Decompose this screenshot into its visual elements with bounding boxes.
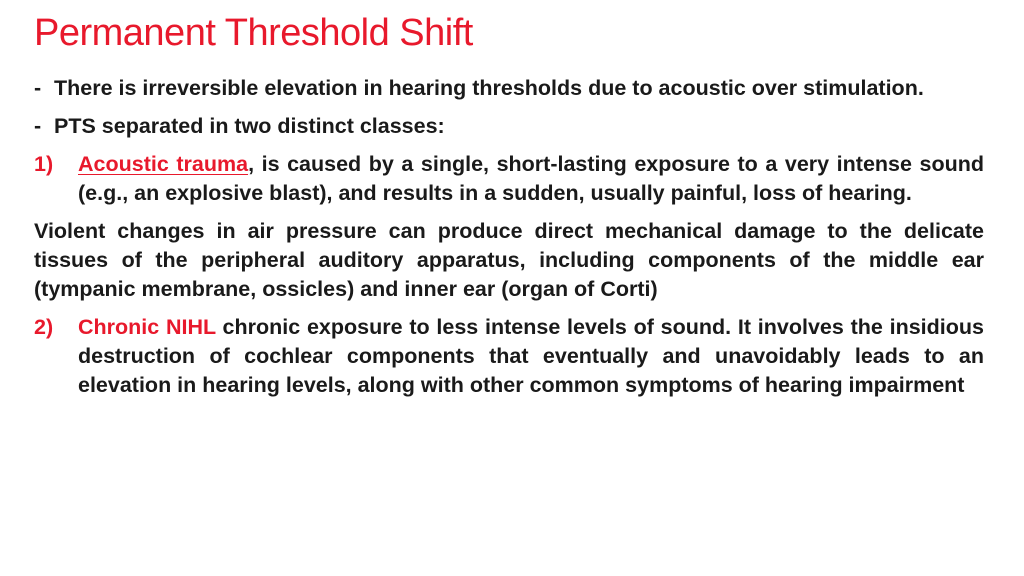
- acoustic-trauma-description: , is caused by a single, short-lasting exposure to a very intense sound (e.g., an explosive blast), and results in a sudden, usually painful, loss of hearing.: [78, 152, 984, 205]
- list-item-text: [78, 150, 984, 208]
- slide-body: [34, 74, 984, 400]
- term-acoustic-trauma: Acoustic trauma: [78, 152, 249, 176]
- dash-bullet-marker: -: [34, 76, 42, 100]
- mechanical-damage-paragraph: Violent changes in air pressure can produce direct mechanical damage to the delicate tissues of the peripheral auditory apparatus, including components of the middle ear (tympanic membrane, ossicles) and inner ear (organ of Corti): [34, 219, 984, 301]
- list-item-text: [78, 313, 984, 400]
- slide-title: Permanent Threshold Shift: [34, 12, 473, 54]
- list-item-chronic-nihl: [34, 313, 984, 400]
- list-number: 2): [34, 315, 54, 339]
- term-chronic-nihl: Chronic NIHL: [78, 315, 216, 339]
- bullet-text: There is irreversible elevation in hearing thresholds due to acoustic over stimulation.: [54, 76, 924, 100]
- list-number: 1): [34, 152, 54, 176]
- chronic-nihl-description: chronic exposure to less intense levels of sound. It involves the insidious destruction of cochlear components that eventually and unavoidably leads to an elevation in hearing levels, along with other common symptoms of hearing impairment: [78, 315, 984, 397]
- bullet-text: PTS separated in two distinct classes:: [54, 114, 445, 138]
- bullet-irreversible-elevation: [34, 74, 984, 103]
- list-item-acoustic-trauma: [34, 150, 984, 208]
- bullet-pts-classes: [34, 112, 984, 141]
- dash-bullet-marker: -: [34, 114, 42, 138]
